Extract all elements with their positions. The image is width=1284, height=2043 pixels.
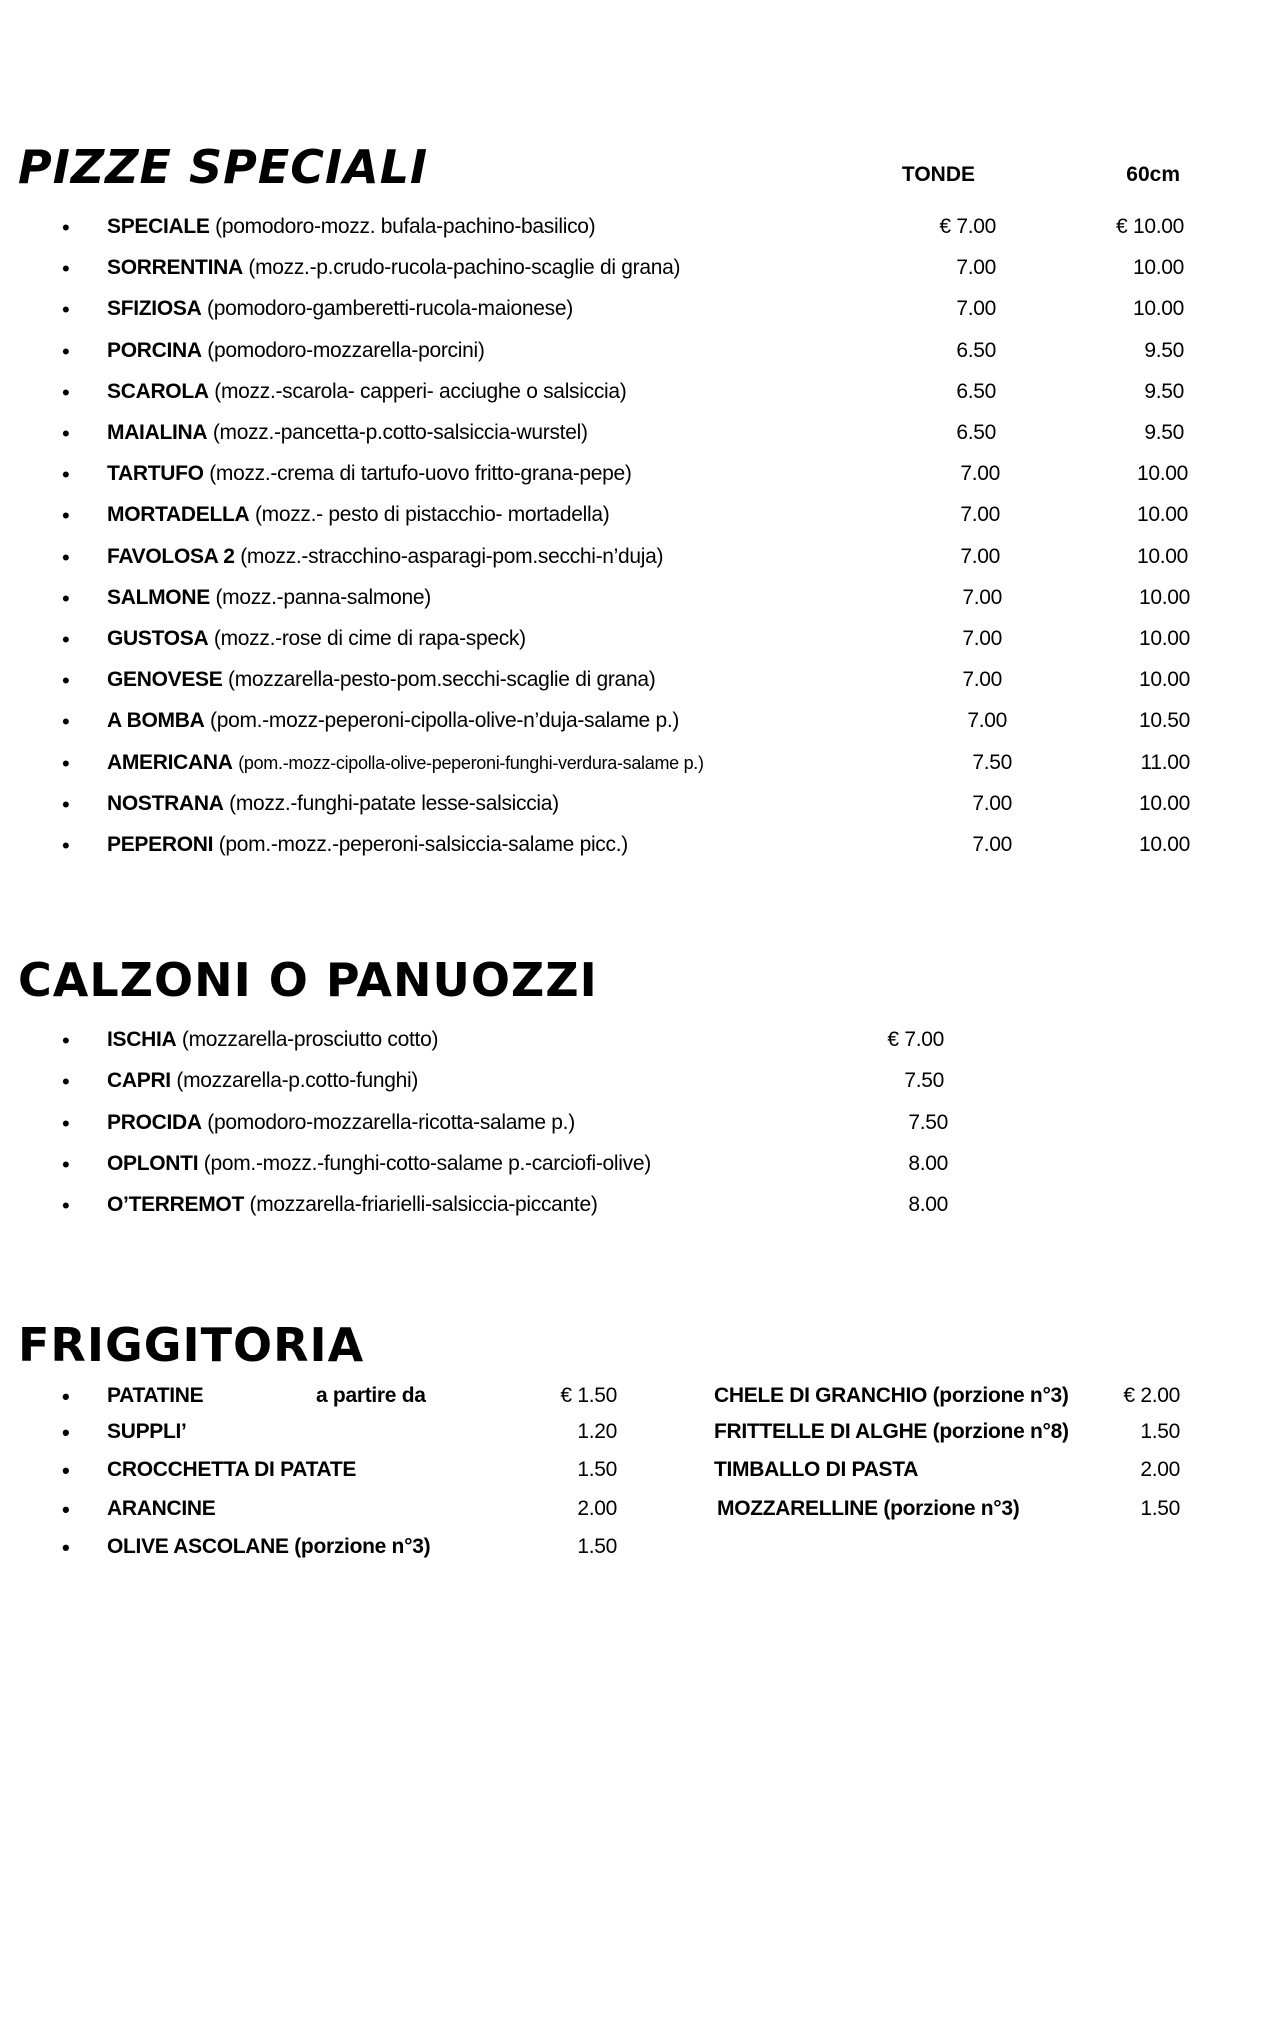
bullet-icon: • <box>62 421 70 446</box>
item-text <box>107 833 628 857</box>
bullet-icon: • <box>62 1535 70 1560</box>
bullet-icon: • <box>62 750 70 776</box>
bullet-icon: • <box>62 338 70 364</box>
calzoni-heading: CALZONI O PANUOZZI <box>18 953 598 1007</box>
item-text <box>107 339 485 363</box>
price: 2.00 <box>1140 1458 1180 1481</box>
bullet-icon: • <box>62 1193 70 1219</box>
bullet-icon: • <box>62 1420 70 1445</box>
item-description: (pomodoro-gamberetti-rucola-maionese) <box>207 297 573 321</box>
bullet-icon: • <box>62 1384 70 1409</box>
item-name: TIMBALLO DI PASTA <box>714 1458 919 1481</box>
item-text <box>107 380 626 404</box>
bullet-icon: • <box>62 668 70 694</box>
item-name: TARTUFO <box>107 462 204 486</box>
item-name: MAIALINA <box>107 421 208 444</box>
price-60cm: 10.00 <box>1138 627 1190 650</box>
item-name: AMERICANA <box>107 750 233 774</box>
bullet-icon: • <box>62 256 70 282</box>
price-tonde: 7.00 <box>962 668 1002 692</box>
bullet-icon: • <box>62 1028 70 1053</box>
item-name: MOZZARELLINE (porzione n°3) <box>717 1497 1020 1520</box>
item-text <box>107 1028 438 1052</box>
item-text <box>107 586 431 610</box>
bullet-icon: • <box>62 462 70 488</box>
friggitoria-heading: FRIGGITORIA <box>18 1318 365 1372</box>
price: € 2.00 <box>1123 1384 1180 1407</box>
price-tonde: 7.00 <box>956 297 996 321</box>
menu-item <box>0 751 1284 781</box>
item-name: PEPERONI <box>107 833 214 856</box>
item-text <box>107 1193 598 1217</box>
menu-item <box>0 1028 1284 1058</box>
bullet-icon: • <box>62 1458 70 1483</box>
item-name: NOSTRANA <box>107 791 224 815</box>
price: 1.50 <box>577 1535 617 1558</box>
tonde-column-header: TONDE <box>901 163 975 186</box>
item-description: (mozz.-pancetta-p.cotto-salsiccia-wurstel) <box>212 421 588 444</box>
price-60cm: 10.00 <box>1136 503 1188 527</box>
item-description: (pom.-mozz-cipolla-olive-peperoni-funghi-verdura-salame p.) <box>238 752 704 773</box>
item-name: PROCIDA <box>107 1110 202 1134</box>
menu-item <box>0 627 1284 657</box>
item-name: SUPPLI’ <box>107 1420 187 1443</box>
bullet-icon: • <box>62 1497 70 1522</box>
item-description: (pom.-mozz.-peperoni-salsiccia-salame picc.) <box>218 833 628 856</box>
item-text <box>107 503 609 527</box>
item-name: GENOVESE <box>107 668 223 692</box>
item-name: SPECIALE <box>107 215 210 238</box>
price-tonde: € 7.00 <box>939 215 996 238</box>
item-description: (mozz.-p.crudo-rucola-pachino-scaglie di grana) <box>248 256 681 280</box>
item-name: ISCHIA <box>107 1028 177 1051</box>
bullet-icon: • <box>62 709 70 735</box>
menu-item <box>0 462 1284 492</box>
price-tonde: 7.00 <box>960 503 1000 527</box>
item-name: FAVOLOSA 2 <box>107 544 235 568</box>
item-name: CAPRI <box>107 1069 171 1093</box>
item-text <box>107 462 632 486</box>
price-tonde: 7.00 <box>967 709 1007 733</box>
item-name: SORRENTINA <box>107 256 243 280</box>
item-name: CROCCHETTA DI PATATE <box>107 1458 357 1481</box>
item-description: (mozzarella-friarielli-salsiccia-piccante) <box>249 1193 598 1217</box>
price-60cm: 9.50 <box>1144 338 1184 362</box>
menu-item <box>0 833 1284 863</box>
bullet-icon: • <box>62 379 70 405</box>
item-name: GUSTOSA <box>107 627 209 650</box>
price: 8.00 <box>908 1193 948 1217</box>
price: € 1.50 <box>560 1384 617 1407</box>
item-name: CHELE DI GRANCHIO (porzione n°3) <box>714 1384 1069 1407</box>
price-tonde: 7.00 <box>962 585 1002 609</box>
bullet-icon: • <box>62 585 70 611</box>
bullet-icon: • <box>62 1110 70 1136</box>
menu-item <box>0 215 1284 245</box>
item-description: (mozz.-stracchino-asparagi-pom.secchi-n’duja) <box>240 544 664 568</box>
price-tonde: 7.00 <box>960 544 1000 568</box>
60cm-column-header: 60cm <box>1126 163 1180 186</box>
price-tonde: 6.50 <box>956 379 996 403</box>
price-60cm: 10.00 <box>1138 668 1190 692</box>
bullet-icon: • <box>62 1069 70 1095</box>
item-text <box>107 627 526 651</box>
price-60cm: 10.00 <box>1136 462 1188 486</box>
menu-item <box>0 339 1284 369</box>
item-name: PORCINA <box>107 338 202 362</box>
menu-item <box>0 297 1284 327</box>
bullet-icon: • <box>62 627 70 652</box>
item-description: (mozzarella-prosciutto cotto) <box>181 1028 439 1051</box>
menu-item <box>0 792 1284 822</box>
item-text <box>107 668 655 692</box>
item-description: (mozz.-funghi-patate lesse-salsiccia) <box>229 791 559 815</box>
price: 1.50 <box>577 1458 617 1481</box>
price-tonde: 7.50 <box>972 750 1012 774</box>
item-text <box>107 297 573 321</box>
item-text <box>107 215 595 239</box>
menu-item <box>0 421 1284 451</box>
menu-item <box>0 545 1284 575</box>
menu-item <box>0 668 1284 698</box>
item-text <box>107 709 679 733</box>
item-text <box>107 256 680 280</box>
item-text <box>107 1069 418 1093</box>
pizze-speciali-heading: PIZZE SPECIALI <box>18 140 429 194</box>
price: 7.50 <box>908 1110 948 1134</box>
item-text <box>107 1111 575 1135</box>
menu-item <box>0 1069 1284 1099</box>
price-60cm: 10.00 <box>1138 833 1190 856</box>
menu-item <box>0 1497 1284 1527</box>
bullet-icon: • <box>62 791 70 817</box>
price-60cm: 9.50 <box>1144 421 1184 444</box>
item-description: (mozz.-crema di tartufo-uovo fritto-grana-pepe) <box>209 462 632 486</box>
menu-item <box>0 1193 1284 1223</box>
menu-item <box>0 1458 1284 1488</box>
item-text <box>107 421 588 445</box>
price-60cm: 10.00 <box>1132 256 1184 280</box>
menu-item <box>0 1152 1284 1182</box>
price-60cm: 11.00 <box>1140 750 1190 774</box>
price: 8.00 <box>908 1151 948 1175</box>
price-60cm: 10.50 <box>1138 709 1190 733</box>
price: 2.00 <box>577 1497 617 1520</box>
item-description: (mozzarella-p.cotto-funghi) <box>176 1069 419 1093</box>
item-description: (mozzarella-pesto-pom.secchi-scaglie di grana) <box>228 668 656 692</box>
patatine-note: a partire da <box>316 1384 426 1407</box>
menu-item <box>0 256 1284 286</box>
price-60cm: 10.00 <box>1132 297 1184 321</box>
price-tonde: 7.00 <box>962 627 1002 650</box>
item-name: MORTADELLA <box>107 503 250 527</box>
price-tonde: 7.00 <box>972 833 1012 856</box>
menu-item <box>0 1420 1284 1450</box>
price: 1.20 <box>577 1420 617 1443</box>
item-description: (mozz.-panna-salmone) <box>215 585 431 609</box>
price-tonde: 6.50 <box>956 338 996 362</box>
item-description: (pom.-mozz.-funghi-cotto-salame p.-carciofi-olive) <box>203 1151 651 1175</box>
item-description: (pomodoro-mozzarella-porcini) <box>207 338 485 362</box>
bullet-icon: • <box>62 503 70 529</box>
menu-item <box>0 1384 1284 1414</box>
item-description: (pom.-mozz-peperoni-cipolla-olive-n’duja-salame p.) <box>210 709 680 733</box>
price-tonde: 6.50 <box>956 421 996 444</box>
item-name: PATATINE <box>107 1384 204 1407</box>
menu-item <box>0 586 1284 616</box>
price-60cm: 9.50 <box>1144 379 1184 403</box>
menu-item <box>0 1111 1284 1141</box>
item-name: FRITTELLE DI ALGHE (porzione n°8) <box>714 1420 1069 1443</box>
price: 1.50 <box>1140 1420 1180 1443</box>
item-name: SFIZIOSA <box>107 297 202 321</box>
bullet-icon: • <box>62 1151 70 1177</box>
item-description: (mozz.- pesto di pistacchio- mortadella) <box>254 503 610 527</box>
menu-item <box>0 1535 1284 1565</box>
bullet-icon: • <box>62 833 70 858</box>
item-name: OPLONTI <box>107 1151 199 1175</box>
price-tonde: 7.00 <box>972 791 1012 815</box>
item-name: ARANCINE <box>107 1497 216 1520</box>
price-60cm: 10.00 <box>1138 585 1190 609</box>
item-description: (mozz.-rose di cime di rapa-speck) <box>213 627 526 650</box>
price-tonde: 7.00 <box>956 256 996 280</box>
item-description: (pomodoro-mozz. bufala-pachino-basilico) <box>215 215 596 238</box>
item-text <box>107 751 704 775</box>
menu-item <box>0 709 1284 739</box>
item-text <box>107 545 663 569</box>
item-name: A BOMBA <box>107 709 205 733</box>
item-description: (mozz.-scarola- capperi- acciughe o salsiccia) <box>214 379 627 403</box>
item-description: (pomodoro-mozzarella-ricotta-salame p.) <box>207 1110 575 1134</box>
bullet-icon: • <box>62 544 70 570</box>
price-tonde: 7.00 <box>960 462 1000 486</box>
item-name: SCAROLA <box>107 379 209 403</box>
menu-item <box>0 503 1284 533</box>
item-text <box>107 1152 651 1176</box>
bullet-icon: • <box>62 215 70 240</box>
item-name: O’TERREMOT <box>107 1193 244 1217</box>
price-60cm: 10.00 <box>1138 791 1190 815</box>
bullet-icon: • <box>62 297 70 323</box>
price: € 7.00 <box>887 1028 944 1051</box>
price-60cm: € 10.00 <box>1116 215 1184 238</box>
item-text <box>107 792 559 816</box>
menu-item <box>0 380 1284 410</box>
price-60cm: 10.00 <box>1136 544 1188 568</box>
item-name: OLIVE ASCOLANE (porzione n°3) <box>107 1535 431 1558</box>
price: 1.50 <box>1140 1497 1180 1520</box>
item-name: SALMONE <box>107 585 210 609</box>
price: 7.50 <box>904 1069 944 1093</box>
